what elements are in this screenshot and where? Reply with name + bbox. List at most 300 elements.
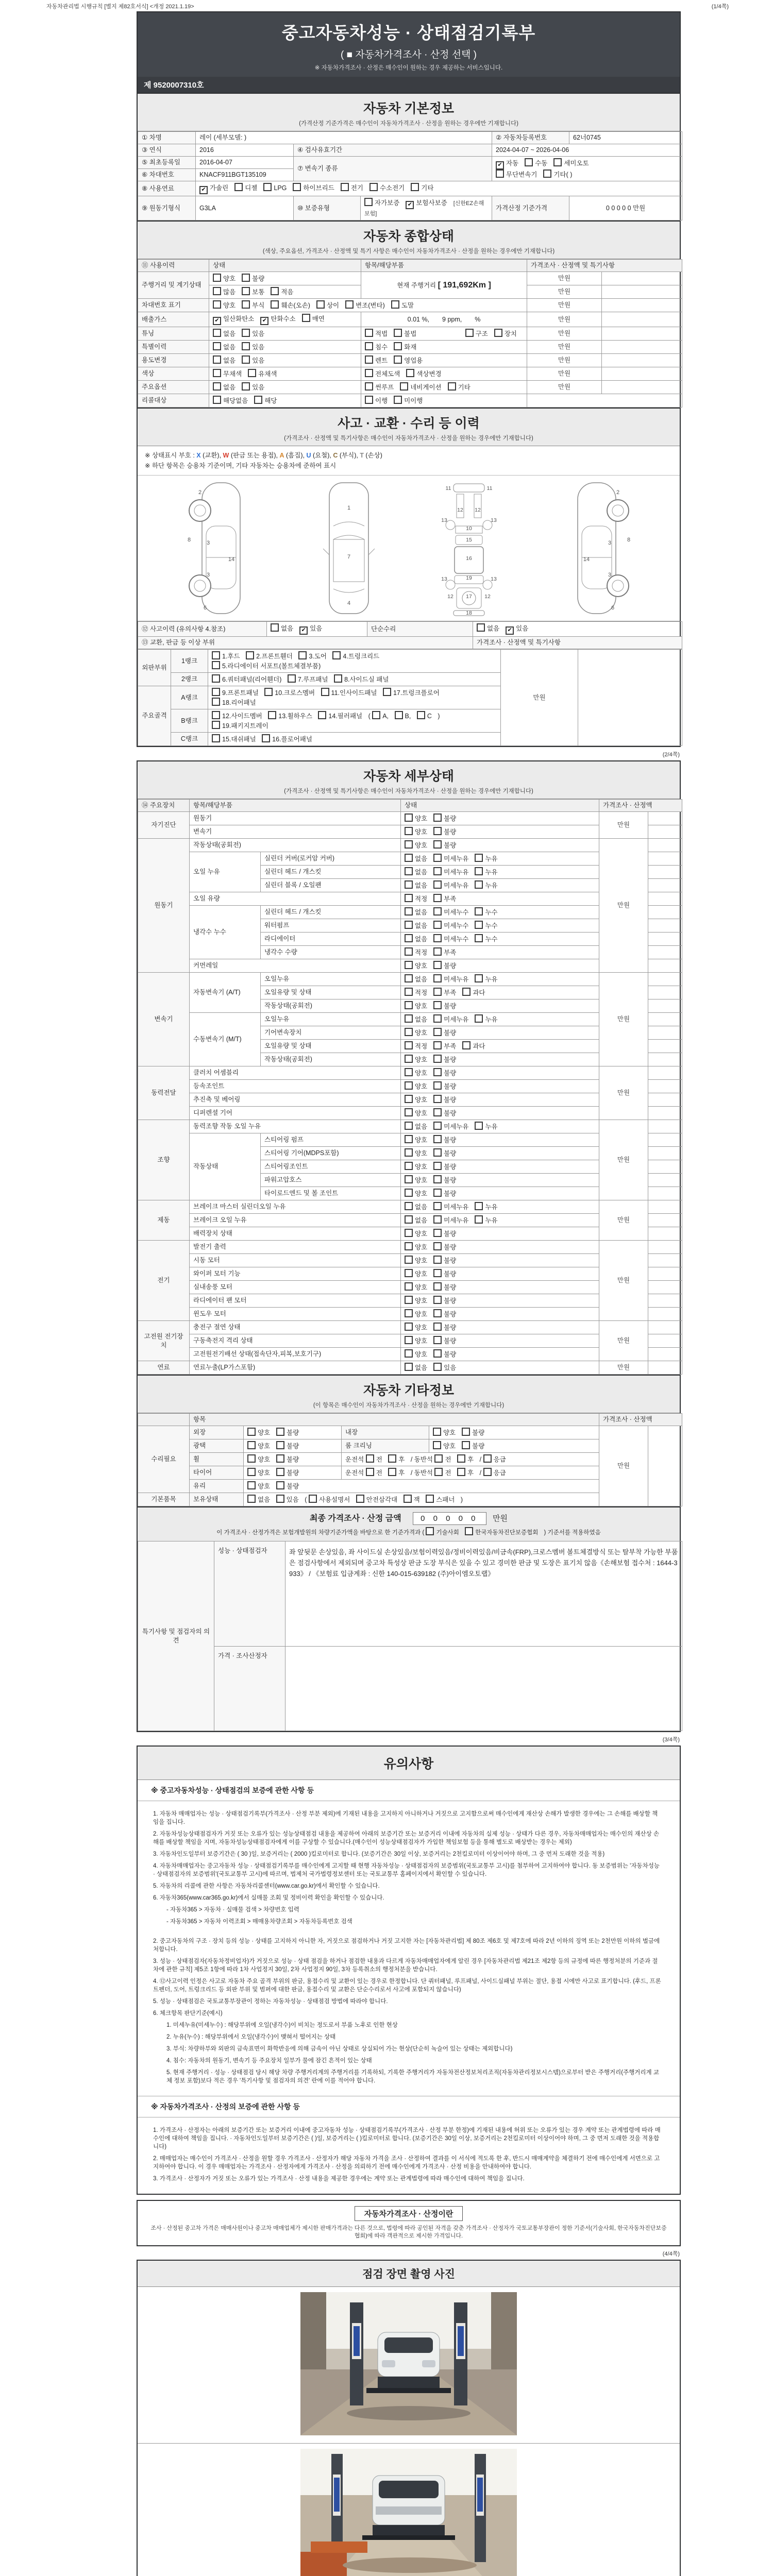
checkbox[interactable] — [334, 674, 342, 683]
checkbox[interactable] — [405, 988, 413, 996]
checkbox-option[interactable] — [213, 315, 254, 325]
checkbox-option[interactable] — [247, 1454, 270, 1464]
checkbox-option[interactable] — [405, 1229, 427, 1239]
checkbox-option[interactable] — [394, 355, 423, 365]
checkbox[interactable] — [475, 854, 483, 862]
checkbox[interactable] — [212, 661, 220, 669]
checkbox[interactable] — [213, 355, 221, 364]
checkbox[interactable] — [332, 651, 341, 659]
checkbox[interactable] — [365, 396, 373, 404]
checkbox[interactable] — [271, 300, 279, 309]
checkbox-option[interactable] — [213, 396, 248, 405]
checkbox-option[interactable] — [365, 342, 388, 352]
checkbox-option[interactable] — [365, 355, 388, 365]
checkbox-option[interactable] — [293, 183, 334, 193]
checkbox[interactable] — [405, 1229, 413, 1237]
checkbox-option[interactable] — [462, 1041, 485, 1051]
checkbox[interactable] — [433, 1162, 442, 1170]
checkbox-option[interactable] — [213, 342, 236, 352]
checkbox-option[interactable] — [288, 674, 328, 684]
checkbox-option[interactable] — [405, 1256, 427, 1265]
checkbox-option[interactable] — [405, 1068, 427, 1078]
checkbox-option[interactable] — [405, 1189, 427, 1198]
checkbox[interactable] — [366, 1454, 374, 1463]
checkbox[interactable] — [213, 300, 221, 309]
checkbox-option[interactable] — [388, 1468, 405, 1478]
checkbox[interactable] — [405, 1256, 413, 1264]
checkbox-option[interactable] — [405, 1122, 427, 1131]
checkbox-option[interactable] — [433, 1242, 456, 1252]
checkbox-option[interactable] — [383, 688, 440, 698]
checkbox-option[interactable] — [465, 329, 488, 338]
checkbox[interactable] — [405, 921, 413, 929]
checkbox-option[interactable] — [433, 1336, 456, 1346]
checkbox[interactable] — [405, 1162, 413, 1170]
checkbox[interactable] — [405, 814, 413, 822]
checkbox[interactable] — [405, 1336, 413, 1344]
checkbox-option[interactable] — [264, 688, 315, 698]
checkbox-option[interactable] — [242, 287, 264, 297]
checkbox-option[interactable] — [433, 1256, 456, 1265]
checkbox-option[interactable] — [213, 369, 242, 379]
checkbox[interactable] — [405, 961, 413, 969]
checkbox-option[interactable] — [406, 199, 447, 209]
checkbox-option[interactable] — [475, 907, 497, 917]
checkbox[interactable] — [405, 1242, 413, 1250]
checkbox[interactable] — [213, 342, 221, 350]
checkbox-option[interactable] — [405, 894, 427, 904]
checkbox-option[interactable] — [400, 382, 441, 392]
checkbox-option[interactable] — [433, 894, 456, 904]
checkbox[interactable] — [293, 183, 301, 191]
checkbox-option[interactable] — [433, 1108, 456, 1118]
checkbox[interactable] — [553, 158, 562, 166]
checkbox-option[interactable] — [475, 1014, 497, 1024]
checkbox-option[interactable] — [405, 1349, 427, 1359]
checkbox-option[interactable] — [262, 734, 312, 744]
checkbox[interactable] — [475, 934, 483, 942]
checkbox[interactable] — [433, 1256, 442, 1264]
checkbox-option[interactable] — [394, 396, 423, 405]
checkbox-option[interactable] — [242, 382, 264, 392]
checkbox-option[interactable] — [405, 1175, 427, 1185]
checkbox-option[interactable] — [263, 183, 287, 193]
checkbox[interactable] — [405, 880, 413, 889]
checkbox[interactable]: ✔ — [199, 186, 208, 194]
checkbox-option[interactable] — [477, 623, 499, 633]
checkbox-option[interactable] — [366, 1468, 382, 1478]
checkbox-option[interactable] — [260, 315, 295, 325]
checkbox-option[interactable] — [483, 1468, 506, 1478]
checkbox[interactable]: ✔ — [406, 201, 414, 209]
checkbox-option[interactable] — [405, 1135, 427, 1145]
checkbox-option[interactable] — [405, 1336, 427, 1346]
checkbox[interactable] — [405, 1189, 413, 1197]
checkbox[interactable] — [400, 382, 408, 391]
checkbox[interactable] — [406, 369, 414, 377]
checkbox[interactable] — [405, 934, 413, 942]
checkbox-option[interactable] — [213, 274, 236, 283]
checkbox[interactable] — [263, 183, 272, 191]
checkbox[interactable] — [465, 329, 474, 337]
checkbox[interactable] — [341, 183, 349, 191]
checkbox[interactable] — [433, 1068, 442, 1076]
checkbox-option[interactable] — [391, 300, 414, 310]
checkbox-option[interactable] — [405, 1081, 427, 1091]
checkbox[interactable] — [242, 329, 250, 337]
checkbox[interactable] — [433, 1148, 442, 1157]
checkbox[interactable] — [212, 674, 220, 683]
checkbox-option[interactable] — [433, 1068, 456, 1078]
checkbox[interactable] — [262, 734, 270, 742]
checkbox[interactable] — [433, 1175, 442, 1183]
checkbox-option[interactable] — [433, 840, 456, 850]
checkbox-option[interactable] — [433, 1148, 456, 1158]
checkbox[interactable] — [433, 867, 442, 875]
checkbox-option[interactable] — [426, 1495, 455, 1504]
checkbox-option[interactable] — [395, 711, 411, 721]
checkbox[interactable] — [405, 1068, 413, 1076]
checkbox-option[interactable] — [405, 1041, 427, 1051]
checkbox[interactable] — [433, 1229, 442, 1237]
checkbox-option[interactable] — [405, 1309, 427, 1319]
checkbox-option[interactable] — [242, 300, 264, 310]
checkbox[interactable] — [405, 1202, 413, 1210]
checkbox-option[interactable] — [433, 1428, 456, 1437]
checkbox[interactable] — [247, 1441, 256, 1449]
checkbox[interactable] — [433, 1349, 442, 1358]
checkbox[interactable] — [475, 867, 483, 875]
checkbox-option[interactable] — [247, 1495, 270, 1504]
checkbox[interactable] — [405, 1148, 413, 1157]
checkbox-option[interactable] — [543, 170, 572, 179]
checkbox[interactable] — [462, 988, 470, 996]
checkbox[interactable] — [433, 1081, 442, 1090]
checkbox-option[interactable] — [365, 329, 388, 338]
checkbox[interactable] — [242, 382, 250, 391]
checkbox-option[interactable] — [242, 274, 264, 283]
checkbox[interactable] — [543, 170, 551, 178]
checkbox[interactable] — [475, 1202, 483, 1210]
checkbox[interactable] — [271, 623, 279, 632]
checkbox[interactable] — [433, 840, 442, 849]
checkbox[interactable] — [433, 1441, 441, 1449]
checkbox[interactable] — [242, 300, 250, 309]
checkbox-option[interactable] — [405, 1323, 427, 1332]
checkbox[interactable] — [247, 1428, 256, 1436]
checkbox[interactable] — [212, 698, 220, 706]
checkbox[interactable] — [318, 711, 326, 719]
checkbox-option[interactable] — [475, 854, 497, 863]
checkbox-option[interactable] — [433, 1282, 456, 1292]
checkbox-option[interactable] — [433, 1081, 456, 1091]
checkbox[interactable]: ✔ — [506, 626, 514, 635]
checkbox[interactable] — [462, 1041, 470, 1049]
checkbox[interactable] — [457, 1468, 465, 1476]
checkbox[interactable] — [433, 1428, 441, 1436]
checkbox-option[interactable] — [394, 342, 416, 352]
checkbox[interactable] — [405, 1108, 413, 1116]
checkbox-option[interactable] — [213, 287, 236, 297]
checkbox-option[interactable] — [298, 651, 327, 661]
checkbox[interactable] — [247, 1468, 256, 1476]
checkbox-option[interactable] — [276, 1441, 299, 1451]
checkbox-option[interactable] — [405, 1296, 427, 1306]
checkbox-option[interactable] — [433, 1135, 456, 1145]
checkbox[interactable] — [433, 1215, 442, 1224]
checkbox-option[interactable] — [247, 1441, 270, 1451]
checkbox-option[interactable] — [475, 1202, 497, 1212]
checkbox-option[interactable] — [433, 934, 468, 944]
checkbox[interactable] — [405, 1001, 413, 1009]
checkbox[interactable] — [276, 1454, 284, 1463]
checkbox[interactable] — [433, 854, 442, 862]
checkbox-option[interactable] — [405, 934, 427, 944]
checkbox[interactable] — [433, 1041, 442, 1049]
checkbox-option[interactable] — [433, 1229, 456, 1239]
checkbox-option[interactable] — [309, 1495, 350, 1504]
checkbox-option[interactable] — [433, 1189, 456, 1198]
checkbox-option[interactable] — [388, 1454, 405, 1464]
checkbox[interactable] — [234, 183, 243, 191]
checkbox[interactable] — [394, 355, 402, 364]
checkbox-option[interactable] — [433, 1162, 456, 1172]
checkbox-option[interactable] — [475, 934, 497, 944]
checkbox[interactable] — [213, 329, 221, 337]
checkbox[interactable] — [405, 1135, 413, 1143]
checkbox-option[interactable] — [212, 721, 268, 731]
checkbox[interactable] — [365, 369, 373, 377]
checkbox[interactable] — [433, 907, 442, 916]
checkbox[interactable] — [405, 1175, 413, 1183]
checkbox-option[interactable] — [242, 355, 264, 365]
checkbox[interactable] — [494, 329, 502, 337]
checkbox[interactable] — [433, 1269, 442, 1277]
checkbox-option[interactable] — [433, 1175, 456, 1185]
checkbox-option[interactable] — [405, 1108, 427, 1118]
checkbox[interactable] — [462, 1428, 470, 1436]
checkbox[interactable] — [433, 894, 442, 902]
checkbox[interactable] — [433, 1282, 442, 1291]
checkbox-option[interactable] — [433, 1055, 456, 1064]
checkbox-option[interactable] — [406, 369, 441, 379]
checkbox-option[interactable] — [212, 698, 256, 707]
checkbox-option[interactable] — [276, 1468, 299, 1478]
checkbox-option[interactable] — [276, 1428, 299, 1437]
checkbox[interactable] — [405, 854, 413, 862]
checkbox-option[interactable] — [405, 867, 427, 877]
checkbox[interactable] — [433, 921, 442, 929]
checkbox-option[interactable] — [433, 867, 468, 877]
checkbox[interactable] — [433, 1122, 442, 1130]
checkbox-option[interactable] — [433, 988, 456, 997]
checkbox-option[interactable] — [405, 974, 427, 984]
checkbox-option[interactable] — [475, 1215, 497, 1225]
checkbox[interactable] — [405, 1269, 413, 1277]
checkbox[interactable] — [433, 1055, 442, 1063]
checkbox[interactable] — [405, 1282, 413, 1291]
checkbox[interactable] — [268, 711, 276, 719]
checkbox-option[interactable] — [212, 661, 321, 671]
checkbox[interactable] — [391, 300, 399, 309]
checkbox[interactable] — [433, 1296, 442, 1304]
checkbox[interactable] — [405, 1055, 413, 1063]
checkbox[interactable] — [483, 1454, 492, 1463]
checkbox-option[interactable] — [405, 880, 427, 890]
checkbox-option[interactable] — [271, 623, 293, 633]
checkbox[interactable] — [213, 396, 221, 404]
checkbox-option[interactable] — [434, 1454, 451, 1464]
checkbox[interactable] — [433, 974, 442, 982]
checkbox-option[interactable] — [433, 814, 456, 823]
checkbox[interactable] — [321, 688, 329, 696]
checkbox-option[interactable] — [372, 711, 389, 721]
checkbox[interactable] — [395, 711, 403, 719]
checkbox[interactable] — [433, 934, 442, 942]
checkbox-option[interactable] — [254, 396, 277, 405]
checkbox-option[interactable] — [212, 674, 281, 684]
checkbox[interactable] — [483, 1468, 492, 1476]
checkbox-option[interactable] — [213, 329, 236, 338]
checkbox-option[interactable] — [433, 1363, 456, 1372]
checkbox[interactable] — [405, 974, 413, 982]
checkbox-option[interactable] — [405, 1282, 427, 1292]
checkbox-option[interactable] — [405, 1162, 427, 1172]
checkbox-option[interactable] — [242, 329, 264, 338]
checkbox[interactable] — [372, 711, 380, 719]
checkbox-option[interactable] — [433, 961, 456, 971]
checkbox-option[interactable] — [448, 382, 470, 392]
checkbox[interactable] — [254, 396, 262, 404]
checkbox[interactable] — [213, 287, 221, 295]
checkbox-option[interactable] — [405, 1363, 427, 1372]
checkbox-option[interactable] — [213, 300, 236, 310]
checkbox-option[interactable] — [212, 651, 240, 661]
checkbox[interactable] — [276, 1441, 284, 1449]
checkbox-option[interactable] — [271, 287, 293, 297]
checkbox-option[interactable] — [394, 329, 416, 338]
checkbox-option[interactable] — [212, 734, 256, 744]
checkbox[interactable] — [433, 1202, 442, 1210]
checkbox-option[interactable] — [268, 711, 312, 721]
checkbox-option[interactable] — [364, 198, 399, 208]
checkbox[interactable] — [264, 688, 273, 696]
checkbox[interactable] — [433, 1135, 442, 1143]
checkbox[interactable]: ✔ — [260, 317, 268, 325]
checkbox-option[interactable] — [212, 711, 262, 721]
checkbox-option[interactable] — [405, 921, 427, 930]
checkbox-option[interactable] — [405, 827, 427, 837]
checkbox-option[interactable] — [433, 880, 468, 890]
checkbox[interactable] — [433, 1108, 442, 1116]
checkbox-option[interactable] — [213, 382, 236, 392]
checkbox-option[interactable] — [475, 867, 497, 877]
checkbox-option[interactable] — [247, 1468, 270, 1478]
checkbox[interactable] — [212, 711, 220, 719]
checkbox-option[interactable] — [553, 158, 589, 168]
checkbox[interactable] — [434, 1468, 443, 1476]
checkbox[interactable] — [433, 1242, 442, 1250]
checkbox[interactable] — [388, 1454, 396, 1463]
checkbox-option[interactable] — [405, 1242, 427, 1252]
checkbox-option[interactable] — [299, 624, 322, 635]
checkbox[interactable] — [405, 1081, 413, 1090]
checkbox[interactable] — [212, 651, 220, 659]
checkbox-option[interactable] — [433, 1215, 468, 1225]
checkbox-option[interactable] — [525, 158, 547, 168]
checkbox[interactable] — [405, 1363, 413, 1371]
checkbox-option[interactable] — [405, 988, 427, 997]
checkbox-option[interactable] — [404, 1495, 420, 1504]
checkbox-option[interactable] — [365, 382, 394, 392]
checkbox[interactable] — [366, 1468, 374, 1476]
checkbox-option[interactable] — [433, 1014, 468, 1024]
checkbox[interactable] — [405, 867, 413, 875]
checkbox[interactable] — [405, 1349, 413, 1358]
checkbox-option[interactable] — [496, 159, 518, 170]
checkbox[interactable] — [383, 688, 391, 696]
checkbox[interactable] — [433, 1363, 442, 1371]
checkbox-option[interactable] — [212, 688, 259, 698]
checkbox[interactable] — [212, 688, 220, 696]
checkbox-option[interactable] — [417, 711, 432, 721]
checkbox[interactable] — [394, 396, 402, 404]
checkbox[interactable] — [525, 158, 533, 166]
checkbox[interactable] — [405, 1323, 413, 1331]
checkbox[interactable]: ✔ — [299, 626, 308, 635]
checkbox-option[interactable] — [434, 1468, 451, 1478]
checkbox[interactable] — [242, 287, 250, 295]
checkbox[interactable] — [248, 369, 256, 377]
checkbox-option[interactable] — [433, 1441, 456, 1451]
checkbox-option[interactable] — [433, 974, 468, 984]
checkbox-option[interactable] — [321, 688, 377, 698]
checkbox-option[interactable] — [433, 827, 456, 837]
checkbox[interactable] — [433, 1001, 442, 1009]
checkbox[interactable] — [433, 961, 442, 969]
checkbox-option[interactable] — [405, 840, 427, 850]
checkbox-option[interactable] — [483, 1454, 506, 1464]
checkbox[interactable] — [242, 274, 250, 282]
checkbox-option[interactable] — [433, 1269, 456, 1279]
checkbox[interactable] — [309, 1495, 317, 1503]
checkbox-option[interactable] — [234, 183, 257, 193]
checkbox-option[interactable] — [405, 854, 427, 863]
checkbox[interactable] — [405, 894, 413, 902]
checkbox-option[interactable] — [405, 1095, 427, 1105]
checkbox[interactable] — [433, 1014, 442, 1023]
checkbox[interactable] — [394, 342, 402, 350]
checkbox[interactable] — [433, 1095, 442, 1103]
checkbox[interactable] — [212, 721, 220, 729]
checkbox-option[interactable] — [433, 1323, 456, 1332]
checkbox[interactable] — [394, 329, 402, 337]
checkbox[interactable] — [356, 1495, 364, 1503]
checkbox-option[interactable] — [318, 711, 362, 721]
checkbox[interactable] — [433, 1336, 442, 1344]
checkbox[interactable] — [475, 974, 483, 982]
checkbox[interactable] — [242, 355, 250, 364]
checkbox[interactable] — [276, 1428, 284, 1436]
checkbox-option[interactable] — [433, 1202, 468, 1212]
checkbox-option[interactable] — [433, 947, 456, 957]
checkbox[interactable] — [411, 183, 419, 191]
checkbox-option[interactable] — [433, 1028, 456, 1038]
checkbox-option[interactable] — [433, 1309, 456, 1319]
checkbox-option[interactable] — [462, 1428, 484, 1437]
checkbox[interactable] — [405, 1028, 413, 1036]
checkbox[interactable] — [475, 1122, 483, 1130]
